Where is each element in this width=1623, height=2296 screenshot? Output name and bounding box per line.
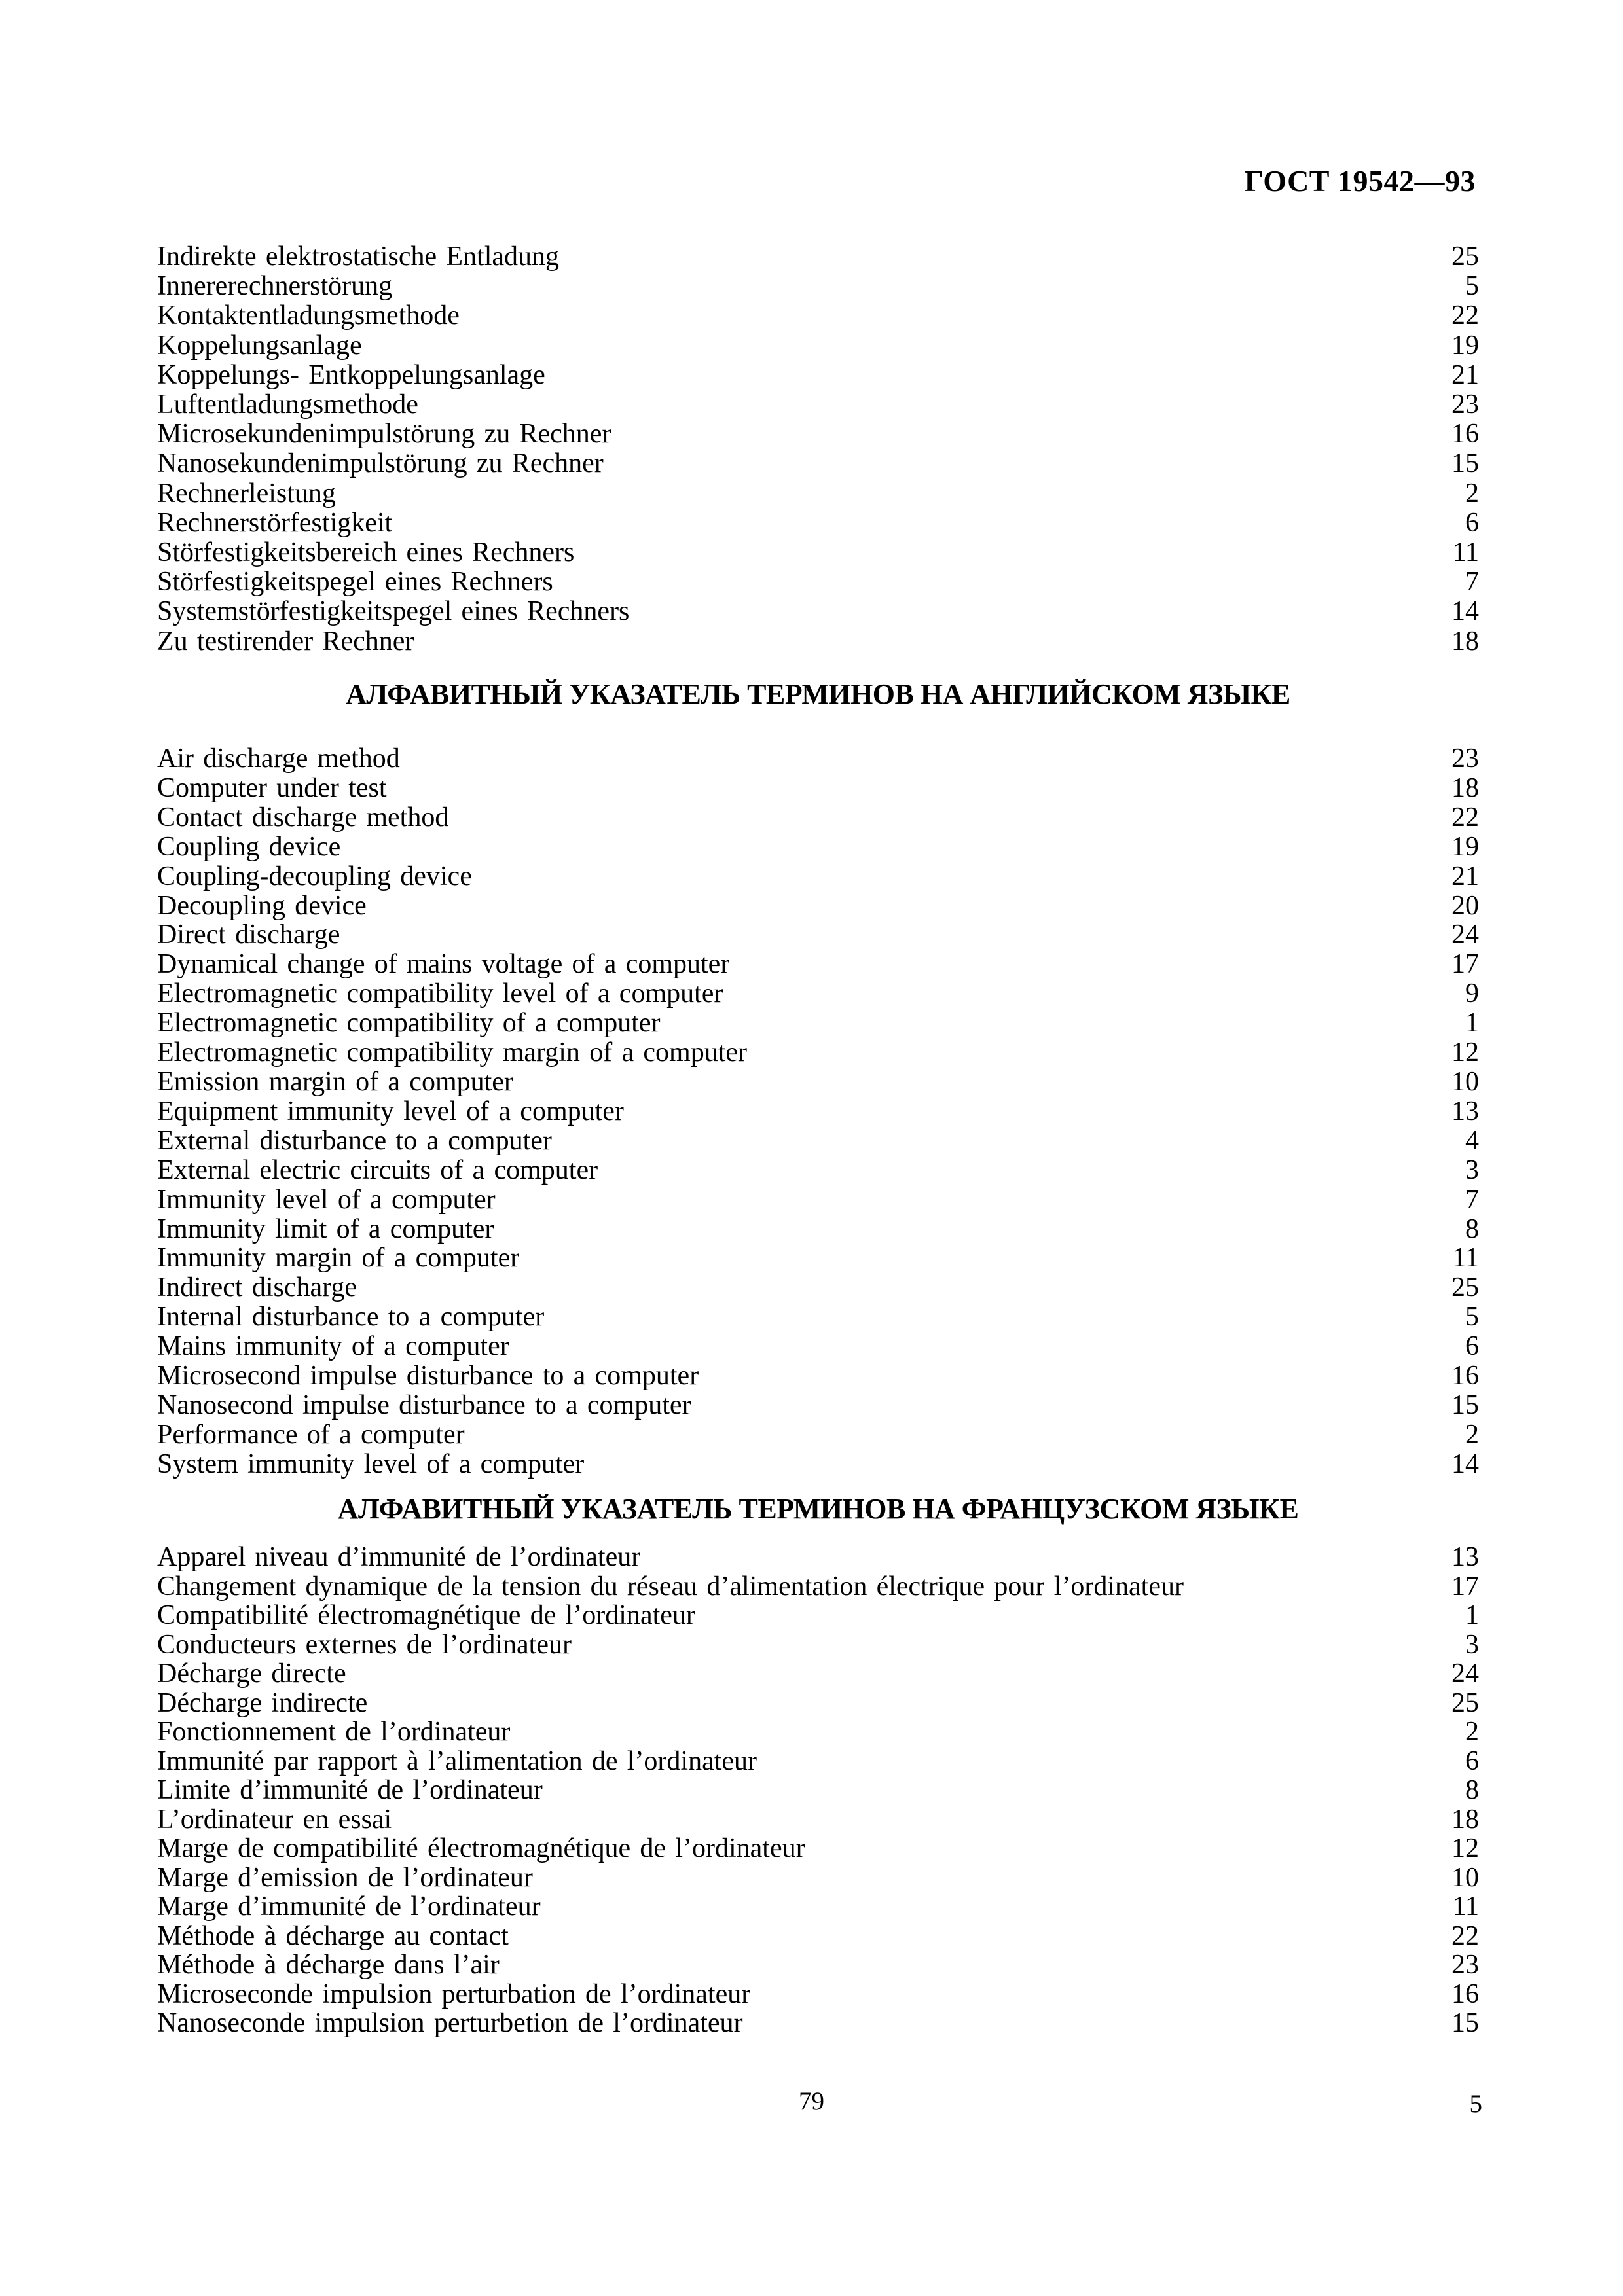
term-label: Emission margin of a computer [157, 1066, 513, 1097]
term-label: Immunity limit of a computer [157, 1213, 494, 1244]
index-entry [157, 1689, 1479, 1718]
term-label: Marge d’immunité de l’ordinateur [157, 1892, 541, 1922]
index-entry [157, 1185, 1479, 1215]
german-term-index [157, 242, 1479, 656]
index-entry [157, 1332, 1479, 1361]
sheet-number: 79 [799, 2087, 824, 2115]
index-entry [157, 833, 1479, 862]
term-page-number: 1 [1465, 1008, 1479, 1039]
term-page-number: 23 [1451, 1950, 1479, 1980]
term-page-number: 25 [1451, 242, 1479, 272]
index-entry [157, 627, 1479, 656]
term-page-number: 17 [1451, 1571, 1479, 1602]
term-label: Rechnerstörfestigkeit [157, 507, 393, 538]
index-entry [157, 1776, 1479, 1805]
index-entry [157, 1717, 1479, 1747]
term-page-number: 22 [1451, 1920, 1479, 1951]
term-label: Conducteurs externes de l’ordinateur [157, 1629, 572, 1660]
term-page-number: 3 [1465, 1155, 1479, 1185]
term-page-number: 2 [1465, 1419, 1479, 1450]
index-entry [157, 744, 1479, 774]
index-entry [157, 301, 1479, 331]
term-label: System immunity level of a computer [157, 1448, 585, 1479]
index-entry [157, 1009, 1479, 1038]
index-entry [157, 1630, 1479, 1660]
term-page-number: 6 [1465, 1331, 1479, 1362]
term-label: Luftentladungsmethode [157, 389, 418, 420]
term-page-number: 13 [1451, 1096, 1479, 1126]
term-label: Coupling-decoupling device [157, 861, 472, 891]
term-label: External disturbance to a computer [157, 1125, 552, 1156]
term-label: Coupling device [157, 831, 341, 862]
index-entry [157, 272, 1479, 301]
index-entry [157, 1097, 1479, 1126]
term-page-number: 19 [1451, 831, 1479, 862]
term-label: Electromagnetic compatibility level of a computer [157, 978, 723, 1009]
term-page-number: 4 [1465, 1125, 1479, 1156]
term-page-number: 8 [1465, 1775, 1479, 1805]
term-page-number: 25 [1451, 1272, 1479, 1303]
term-page-number: 15 [1451, 448, 1479, 479]
term-label: Microsekundenimpulstörung zu Rechner [157, 419, 611, 450]
index-entry [157, 920, 1479, 950]
term-page-number: 16 [1451, 1361, 1479, 1391]
term-label: Decoupling device [157, 890, 367, 921]
index-entry [157, 1950, 1479, 1980]
term-label: Marge d’emission de l’ordinateur [157, 1862, 533, 1893]
term-label: Fonctionnement de l’ordinateur [157, 1717, 511, 1747]
term-page-number: 23 [1451, 389, 1479, 420]
term-page-number: 18 [1451, 772, 1479, 803]
term-label: Nanosecond impulse disturbance to a computer [157, 1390, 691, 1420]
term-page-number: 7 [1465, 567, 1479, 598]
term-page-number: 25 [1451, 1687, 1479, 1718]
term-page-number: 15 [1451, 2008, 1479, 2038]
index-entry [157, 479, 1479, 509]
index-entry [157, 420, 1479, 449]
term-label: Computer under test [157, 772, 387, 803]
term-page-number: 18 [1451, 626, 1479, 656]
index-entry [157, 1572, 1479, 1602]
term-page-number: 12 [1451, 1833, 1479, 1863]
index-entry [157, 361, 1479, 390]
standard-designation: ГОСТ 19542—93 [1244, 164, 1476, 198]
index-entry [157, 1922, 1479, 1951]
term-label: Compatibilité électromagnétique de l’ordinateur [157, 1600, 695, 1630]
term-label: Störfestigkeitsbereich eines Rechners [157, 537, 575, 568]
term-label: Performance of a computer [157, 1419, 465, 1450]
term-page-number: 6 [1465, 1746, 1479, 1776]
term-page-number: 14 [1451, 596, 1479, 627]
term-label: Air discharge method [157, 744, 400, 774]
index-entry [157, 1543, 1479, 1572]
term-page-number: 15 [1451, 1390, 1479, 1420]
index-entry [157, 1747, 1479, 1776]
term-label: Méthode à décharge dans l’air [157, 1950, 500, 1980]
index-entry [157, 1863, 1479, 1893]
index-entry [157, 1980, 1479, 2009]
term-page-number: 2 [1465, 1717, 1479, 1747]
term-label: Direct discharge [157, 920, 340, 950]
index-entry [157, 1361, 1479, 1391]
term-page-number: 23 [1451, 744, 1479, 774]
index-entry [157, 862, 1479, 891]
term-label: Zu testirender Rechner [157, 626, 414, 656]
term-label: Indirect discharge [157, 1272, 357, 1303]
term-page-number: 9 [1465, 978, 1479, 1009]
index-entry [157, 1215, 1479, 1244]
term-label: L’ordinateur en essai [157, 1804, 392, 1835]
term-label: Changement dynamique de la tension du réseau d’alimentation électrique pour l’ordinateur [157, 1571, 1184, 1602]
english-index-heading: АЛФАВИТНЫЙ УКАЗАТЕЛЬ ТЕРМИНОВ НА АНГЛИЙСКОМ ЯЗЫКЕ [346, 678, 1290, 710]
term-label: Immunity level of a computer [157, 1184, 496, 1215]
index-entry [157, 950, 1479, 979]
index-entry [157, 1244, 1479, 1273]
term-page-number: 16 [1451, 419, 1479, 450]
term-page-number: 22 [1451, 802, 1479, 833]
term-page-number: 18 [1451, 1804, 1479, 1835]
index-entry [157, 1805, 1479, 1835]
index-entry [157, 390, 1479, 420]
term-page-number: 10 [1451, 1066, 1479, 1097]
page-number: 5 [1469, 2090, 1482, 2118]
term-label: External electric circuits of a computer [157, 1155, 598, 1185]
index-entry [157, 1126, 1479, 1156]
term-label: Störfestigkeitspegel eines Rechners [157, 567, 553, 598]
term-page-number: 11 [1452, 1243, 1479, 1274]
term-label: Rechnerleistung [157, 478, 336, 509]
index-entry [157, 1273, 1479, 1302]
term-page-number: 3 [1465, 1629, 1479, 1660]
index-entry [157, 1156, 1479, 1185]
term-page-number: 10 [1451, 1862, 1479, 1893]
term-page-number: 2 [1465, 478, 1479, 509]
index-entry [157, 1067, 1479, 1097]
french-index-heading: АЛФАВИТНЫЙ УКАЗАТЕЛЬ ТЕРМИНОВ НА ФРАНЦУЗСКОМ ЯЗЫКЕ [337, 1493, 1299, 1525]
index-entry [157, 891, 1479, 921]
index-entry [157, 242, 1479, 272]
term-page-number: 17 [1451, 949, 1479, 980]
index-entry [157, 1450, 1479, 1479]
term-label: Immunité par rapport à l’alimentation de l’ordinateur [157, 1746, 757, 1776]
term-page-number: 20 [1451, 890, 1479, 921]
index-entry [157, 1038, 1479, 1067]
term-label: Indirekte elektrostatische Entladung [157, 242, 560, 272]
term-page-number: 21 [1451, 359, 1479, 390]
index-entry [157, 1302, 1479, 1332]
term-label: Décharge directe [157, 1659, 346, 1689]
term-page-number: 21 [1451, 861, 1479, 891]
index-entry [157, 449, 1479, 478]
index-entry [157, 1420, 1479, 1450]
term-page-number: 6 [1465, 507, 1479, 538]
term-page-number: 13 [1451, 1542, 1479, 1572]
term-label: Nanoseconde impulsion perturbetion de l’ordinateur [157, 2008, 743, 2038]
term-page-number: 11 [1452, 1892, 1479, 1922]
term-label: Systemstörfestigkeitspegel eines Rechners [157, 596, 630, 627]
index-entry [157, 1601, 1479, 1630]
index-entry [157, 1391, 1479, 1420]
term-label: Microsecond impulse disturbance to a computer [157, 1361, 699, 1391]
term-label: Mains immunity of a computer [157, 1331, 509, 1362]
french-term-index [157, 1543, 1479, 2038]
term-page-number: 5 [1465, 1302, 1479, 1333]
term-label: Equipment immunity level of a computer [157, 1096, 624, 1126]
term-label: Internal disturbance to a computer [157, 1302, 545, 1333]
index-entry [157, 979, 1479, 1009]
index-entry [157, 509, 1479, 538]
index-entry [157, 567, 1479, 597]
term-label: Marge de compatibilité électromagnétique de l’ordinateur [157, 1833, 805, 1863]
term-label: Apparel niveau d’immunité de l’ordinateur [157, 1542, 641, 1572]
term-label: Nanosekundenimpulstörung zu Rechner [157, 448, 604, 479]
term-label: Décharge indirecte [157, 1687, 368, 1718]
index-entry [157, 597, 1479, 626]
index-entry [157, 1659, 1479, 1689]
term-label: Innererechnerstörung [157, 271, 393, 302]
term-page-number: 24 [1451, 920, 1479, 950]
term-label: Microseconde impulsion perturbation de l’ordinateur [157, 1979, 751, 2009]
term-page-number: 11 [1452, 537, 1479, 568]
term-page-number: 8 [1465, 1213, 1479, 1244]
term-label: Méthode à décharge au contact [157, 1920, 509, 1951]
term-page-number: 12 [1451, 1037, 1479, 1068]
term-page-number: 22 [1451, 300, 1479, 331]
english-term-index [157, 744, 1479, 1479]
term-label: Contact discharge method [157, 802, 449, 833]
index-entry [157, 774, 1479, 803]
term-label: Dynamical change of mains voltage of a computer [157, 949, 730, 980]
term-page-number: 16 [1451, 1979, 1479, 2009]
term-page-number: 5 [1465, 271, 1479, 302]
term-page-number: 14 [1451, 1448, 1479, 1479]
term-label: Immunity margin of a computer [157, 1243, 520, 1274]
term-label: Limite d’immunité de l’ordinateur [157, 1775, 543, 1805]
index-entry [157, 1892, 1479, 1922]
term-label: Kontaktentladungsmethode [157, 300, 460, 331]
index-entry [157, 1834, 1479, 1863]
term-label: Electromagnetic compatibility margin of a computer [157, 1037, 748, 1068]
term-page-number: 24 [1451, 1659, 1479, 1689]
index-entry [157, 331, 1479, 361]
index-entry [157, 538, 1479, 567]
term-label: Koppelungs- Entkoppelungsanlage [157, 359, 545, 390]
term-page-number: 7 [1465, 1184, 1479, 1215]
index-entry [157, 2009, 1479, 2038]
term-label: Electromagnetic compatibility of a computer [157, 1008, 661, 1039]
term-page-number: 1 [1465, 1600, 1479, 1630]
term-page-number: 19 [1451, 330, 1479, 361]
term-label: Koppelungsanlage [157, 330, 362, 361]
index-entry [157, 803, 1479, 833]
